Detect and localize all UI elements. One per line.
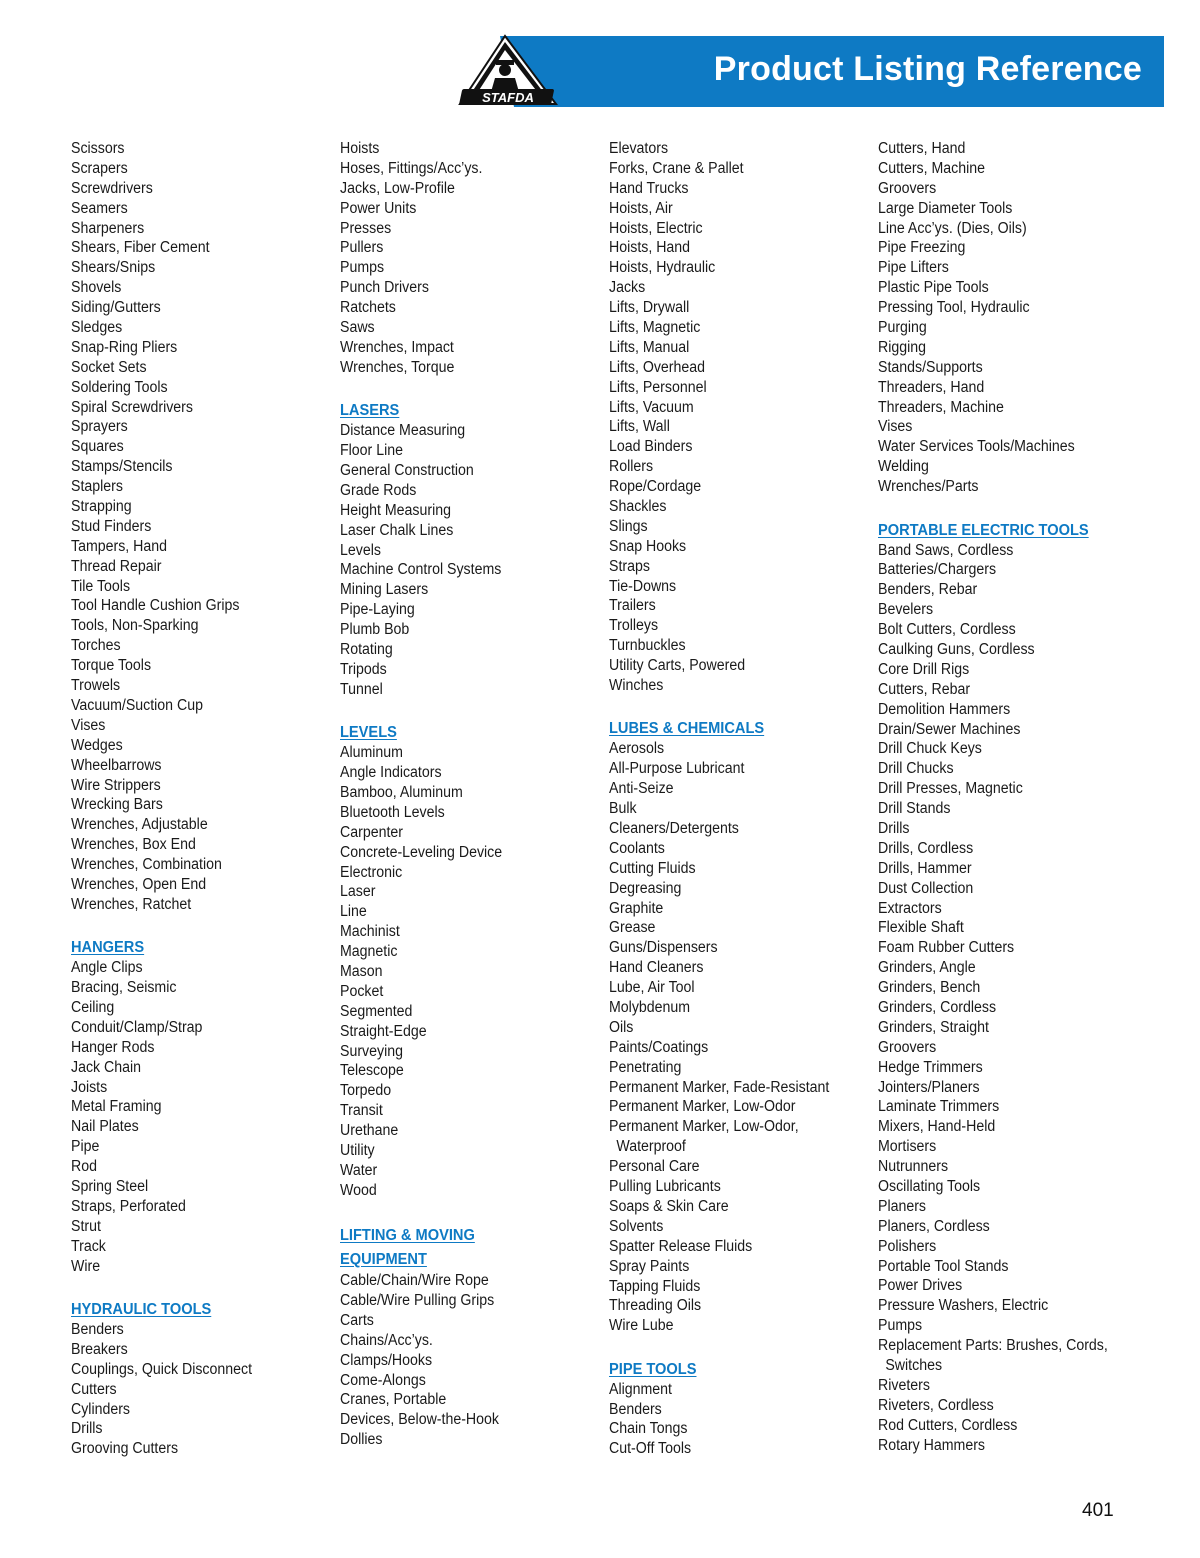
list-item: Paints/Coatings [609, 1038, 709, 1056]
list-item: Carts [340, 1311, 374, 1329]
list-item: Cutters, Hand [878, 140, 966, 157]
list-item: Segmented [340, 1002, 413, 1020]
list-item: Wood [340, 1181, 377, 1199]
list-item: Water Services Tools/Machines [878, 438, 1075, 456]
list-item: Portable Tool Stands [878, 1257, 1009, 1275]
list-item: Cutting Fluids [609, 859, 696, 877]
list-item: Oils [609, 1018, 634, 1036]
list-item: Scrapers [71, 159, 128, 177]
list-item: Telescope [340, 1062, 404, 1080]
list-item: Line [340, 903, 367, 921]
list-item: Pressure Washers, Electric [878, 1297, 1049, 1315]
list-item: Band Saws, Cordless [878, 541, 1014, 559]
list-item: Devices, Below-the-Hook [340, 1411, 499, 1429]
list-item: Mortisers [878, 1138, 937, 1156]
list-item: Cutters, Machine [878, 159, 986, 177]
list-item: Drill Chucks [878, 760, 954, 778]
list-item: Mixers, Hand-Held [878, 1118, 996, 1136]
list-item: Cranes, Portable [340, 1391, 447, 1409]
list-item: Seamers [71, 199, 128, 217]
list-item: Rotary Hammers [878, 1436, 986, 1454]
listing-column-4 [878, 139, 1148, 1456]
list-item: Vacuum/Suction Cup [71, 696, 203, 714]
list-item: Alignment [609, 1380, 672, 1398]
list-item: Permanent Marker, Low-Odor, Waterproof [609, 1118, 799, 1156]
list-item: Wrenches, Torque [340, 358, 455, 376]
list-item: Laser [340, 883, 376, 901]
list-item: Bamboo, Aluminum [340, 783, 463, 801]
list-item: Aluminum [340, 744, 403, 762]
list-item: Staplers [71, 478, 123, 496]
list-item: Stud Finders [71, 517, 152, 535]
list-item: Chains/Acc’ys. [340, 1331, 433, 1349]
list-item: Slings [609, 517, 648, 535]
list-item: Pipe-Laying [340, 601, 415, 619]
list-item: Hoists, Hand [609, 239, 691, 257]
list-item: Pullers [340, 239, 384, 257]
list-item: Metal Framing [71, 1098, 162, 1116]
list-item: Tapping Fluids [609, 1277, 701, 1295]
page-number: 401 [1082, 1500, 1114, 1521]
list-item: Threaders, Hand [878, 378, 985, 396]
list-item: Pressing Tool, Hydraulic [878, 299, 1030, 317]
list-item: Straps, Perforated [71, 1197, 186, 1215]
list-item: Rigging [878, 338, 927, 356]
list-item: Clamps/Hooks [340, 1351, 433, 1369]
list-item: Dollies [340, 1431, 383, 1449]
list-item: Elevators [609, 140, 669, 157]
list-item: Strapping [71, 498, 132, 516]
section-heading[interactable]: LIFTING & MOVING EQUIPMENT [340, 1227, 475, 1268]
list-item: Line Acc’ys. (Dies, Oils) [878, 219, 1027, 237]
list-item: Spring Steel [71, 1178, 149, 1196]
list-item: Jacks [609, 279, 646, 297]
list-item: Mason [340, 962, 383, 980]
section-heading[interactable]: PIPE TOOLS [609, 1360, 697, 1378]
list-item: Urethane [340, 1122, 399, 1140]
list-item: Ceiling [71, 999, 115, 1017]
list-item: Magnetic [340, 943, 398, 961]
list-item: Bevelers [878, 601, 934, 619]
list-item: Pipe Freezing [878, 239, 966, 257]
list-item: Trowels [71, 677, 121, 695]
list-item: Shackles [609, 498, 667, 516]
list-item: Wrecking Bars [71, 796, 163, 814]
list-item: Personal Care [609, 1158, 700, 1176]
list-item: Shears/Snips [71, 259, 156, 277]
list-item: Trailers [609, 597, 656, 615]
list-item: Batteries/Chargers [878, 561, 997, 579]
list-item: Siding/Gutters [71, 299, 161, 317]
list-item: Grooving Cutters [71, 1440, 179, 1458]
list-item: General Construction [340, 461, 474, 479]
list-item: Couplings, Quick Disconnect [71, 1360, 253, 1378]
listing-column-1 [71, 139, 331, 1459]
list-item: Stamps/Stencils [71, 458, 173, 476]
list-item: Rotating [340, 640, 393, 658]
list-item: Polishers [878, 1237, 937, 1255]
list-item: Conduit/Clamp/Strap [71, 1018, 203, 1036]
list-item: Squares [71, 438, 124, 456]
section-heading[interactable]: LEVELS [340, 724, 397, 742]
list-item: Straps [609, 557, 650, 575]
list-item: Coolants [609, 839, 665, 857]
list-item: Molybdenum [609, 999, 691, 1017]
list-item: Rod [71, 1158, 97, 1176]
list-item: Extractors [878, 899, 942, 917]
list-item: Surveying [340, 1042, 403, 1060]
list-item: Threading Oils [609, 1297, 702, 1315]
list-item: Wheelbarrows [71, 756, 162, 774]
list-item: Drills, Hammer [878, 859, 972, 877]
list-item: Utility Carts, Powered [609, 657, 746, 675]
list-item: Socket Sets [71, 358, 147, 376]
list-item: Distance Measuring [340, 422, 466, 440]
list-item: Spray Paints [609, 1257, 690, 1275]
list-item: Groovers [878, 179, 937, 197]
list-item: Rod Cutters, Cordless [878, 1416, 1018, 1434]
list-item: Rope/Cordage [609, 478, 702, 496]
list-item: Plastic Pipe Tools [878, 279, 989, 297]
list-item: Wrenches, Combination [71, 856, 222, 874]
list-item: Saws [340, 319, 375, 337]
list-item: Vises [878, 418, 913, 436]
list-item: Bluetooth Levels [340, 803, 445, 821]
list-item: Lifts, Drywall [609, 299, 690, 317]
listing-column-3 [609, 139, 869, 1459]
section-heading[interactable]: HYDRAULIC TOOLS [71, 1300, 212, 1318]
list-item: Lifts, Magnetic [609, 319, 701, 337]
list-item: Pulling Lubricants [609, 1178, 721, 1196]
list-item: Soaps & Skin Care [609, 1197, 729, 1215]
list-item: Load Binders [609, 438, 693, 456]
list-item: Lifts, Wall [609, 418, 670, 436]
list-item: Pipe Lifters [878, 259, 949, 277]
list-item: Grease [609, 919, 656, 937]
list-item: Permanent Marker, Fade-Resistant [609, 1078, 830, 1096]
list-item: Wire Lube [609, 1317, 674, 1335]
list-item: Caulking Guns, Cordless [878, 640, 1035, 658]
list-item: Winches [609, 677, 664, 695]
list-item: Electronic [340, 863, 403, 881]
list-item: Drain/Sewer Machines [878, 720, 1021, 738]
list-item: Machine Control Systems [340, 561, 502, 579]
list-item: Drills [878, 820, 910, 837]
list-item: Threaders, Machine [878, 398, 1004, 416]
section-heading[interactable]: HANGERS [71, 939, 145, 957]
list-item: Lifts, Vacuum [609, 398, 694, 416]
list-item: Tampers, Hand [71, 537, 168, 555]
list-item: Benders [609, 1400, 662, 1418]
list-item: Lifts, Personnel [609, 378, 707, 396]
list-item: Flexible Shaft [878, 919, 964, 937]
list-item: Sharpeners [71, 219, 145, 237]
list-item: Punch Drivers [340, 279, 429, 297]
list-item: Strut [71, 1217, 101, 1235]
list-item: Torque Tools [71, 657, 152, 675]
list-item: Drill Stands [878, 800, 951, 818]
list-item: Hoists [340, 140, 380, 157]
list-item: Wedges [71, 736, 123, 754]
list-item: All-Purpose Lubricant [609, 760, 745, 778]
list-item: Hoses, Fittings/Acc’ys. [340, 159, 483, 177]
section-heading[interactable]: LASERS [340, 402, 400, 420]
list-item: Tunnel [340, 680, 383, 698]
list-item: Jointers/Planers [878, 1078, 980, 1096]
list-item: Riveters [878, 1376, 930, 1394]
list-item: Bolt Cutters, Cordless [878, 621, 1016, 639]
list-item: Levels [340, 541, 381, 559]
list-item: Hoists, Electric [609, 219, 703, 237]
listing-column-2 [340, 139, 600, 1450]
list-item: Hoists, Hydraulic [609, 259, 716, 277]
list-item: Transit [340, 1102, 383, 1120]
list-item: Presses [340, 219, 392, 237]
list-item: Bracing, Seismic [71, 979, 177, 997]
list-item: Hedge Trimmers [878, 1058, 983, 1076]
list-item: Spatter Release Fluids [609, 1237, 753, 1255]
section-heading[interactable]: LUBES & CHEMICALS [609, 720, 765, 738]
list-item: Drills [71, 1420, 103, 1438]
list-item: Wrenches/Parts [878, 478, 979, 496]
list-item: Drills, Cordless [878, 839, 974, 857]
list-item: Drill Chuck Keys [878, 740, 982, 758]
list-item: Wrenches, Box End [71, 836, 196, 854]
list-item: Grinders, Straight [878, 1018, 989, 1036]
list-item: Demolition Hammers [878, 700, 1011, 718]
list-item: Large Diameter Tools [878, 199, 1013, 217]
list-item: Stands/Supports [878, 358, 983, 376]
list-item: Rollers [609, 458, 654, 476]
list-item: Mining Lasers [340, 581, 429, 599]
stafda-logo [458, 34, 558, 110]
list-item: Jack Chain [71, 1058, 142, 1076]
list-item: Cutters, Rebar [878, 680, 971, 698]
list-item: Pipe [71, 1138, 100, 1156]
list-item: Replacement Parts: Brushes, Cords, Switches [878, 1337, 1108, 1375]
list-item: Scissors [71, 140, 125, 157]
list-item: Soldering Tools [71, 378, 168, 396]
list-item: Hoists, Air [609, 199, 673, 217]
list-item: Power Drives [878, 1277, 963, 1295]
list-item: Graphite [609, 899, 664, 917]
list-item: Grinders, Bench [878, 979, 981, 997]
list-item: Angle Clips [71, 959, 143, 977]
list-item: Degreasing [609, 879, 682, 897]
list-item: Utility [340, 1141, 375, 1159]
list-item: Screwdrivers [71, 179, 153, 197]
list-item: Wire [71, 1257, 101, 1275]
list-item: Spiral Screwdrivers [71, 398, 193, 416]
list-item: Laminate Trimmers [878, 1098, 1000, 1116]
list-item: Pumps [340, 259, 385, 277]
list-item: Shovels [71, 279, 122, 297]
list-item: Aerosols [609, 740, 665, 758]
list-item: Power Units [340, 199, 417, 217]
list-item: Jacks, Low-Profile [340, 179, 455, 197]
list-item: Snap Hooks [609, 537, 687, 555]
list-item: Benders, Rebar [878, 581, 978, 599]
list-item: Straight-Edge [340, 1022, 427, 1040]
list-item: Hand Trucks [609, 179, 689, 197]
list-item: Wire Strippers [71, 776, 161, 794]
list-item: Shears, Fiber Cement [71, 239, 210, 257]
list-item: Tile Tools [71, 577, 131, 595]
list-item: Turnbuckles [609, 637, 686, 655]
list-item: Torches [71, 637, 121, 655]
list-item: Guns/Dispensers [609, 939, 718, 957]
list-item: Laser Chalk Lines [340, 521, 454, 539]
logo-wordmark: STAFDA [482, 90, 534, 105]
list-item: Wrenches, Open End [71, 875, 207, 893]
list-item: Joists [71, 1078, 108, 1096]
list-item: Plumb Bob [340, 621, 410, 639]
list-item: Torpedo [340, 1082, 392, 1100]
list-item: Planers [878, 1197, 927, 1215]
page-title: Product Listing Reference [713, 50, 1142, 88]
list-item: Ratchets [340, 299, 396, 317]
list-item: Lifts, Manual [609, 338, 690, 356]
list-item: Water [340, 1161, 378, 1179]
list-item: Sledges [71, 319, 123, 337]
list-item: Welding [878, 458, 929, 476]
list-item: Riveters, Cordless [878, 1396, 994, 1414]
list-item: Cylinders [71, 1400, 131, 1418]
list-item: Foam Rubber Cutters [878, 939, 1015, 957]
list-item: Pumps [878, 1317, 923, 1335]
list-item: Machinist [340, 923, 400, 941]
list-item: Nutrunners [878, 1158, 949, 1176]
list-item: Anti-Seize [609, 780, 674, 798]
list-item: Tool Handle Cushion Grips [71, 597, 240, 615]
list-item: Tools, Non-Sparking [71, 617, 199, 635]
list-item: Nail Plates [71, 1118, 139, 1136]
list-item: Grinders, Cordless [878, 999, 997, 1017]
list-item: Wrenches, Adjustable [71, 816, 208, 834]
list-item: Grinders, Angle [878, 959, 976, 977]
list-item: Dust Collection [878, 879, 974, 897]
list-item: Cable/Chain/Wire Rope [340, 1272, 489, 1290]
list-item: Tripods [340, 660, 387, 678]
list-item: Oscillating Tools [878, 1178, 981, 1196]
list-item: Cable/Wire Pulling Grips [340, 1292, 495, 1310]
list-item: Hand Cleaners [609, 959, 704, 977]
list-item: Hanger Rods [71, 1038, 155, 1056]
list-item: Height Measuring [340, 501, 451, 519]
list-item: Lifts, Overhead [609, 358, 706, 376]
list-item: Tie-Downs [609, 577, 677, 595]
list-item: Wrenches, Ratchet [71, 895, 192, 913]
list-item: Sprayers [71, 418, 128, 436]
list-item: Benders [71, 1320, 124, 1338]
list-item: Drill Presses, Magnetic [878, 780, 1023, 798]
list-item: Purging [878, 319, 927, 337]
list-item: Snap-Ring Pliers [71, 338, 178, 356]
list-item: Grade Rods [340, 481, 417, 499]
list-item: Come-Alongs [340, 1371, 426, 1389]
list-item: Groovers [878, 1038, 937, 1056]
list-item: Forks, Crane & Pallet [609, 159, 744, 177]
list-item: Penetrating [609, 1058, 682, 1076]
list-item: Floor Line [340, 442, 403, 460]
list-item: Lube, Air Tool [609, 979, 695, 997]
list-item: Wrenches, Impact [340, 338, 454, 356]
list-item: Thread Repair [71, 557, 162, 575]
list-item: Vises [71, 716, 106, 734]
list-item: Chain Tongs [609, 1420, 688, 1438]
list-item: Trolleys [609, 617, 659, 635]
list-item: Carpenter [340, 823, 403, 841]
header-banner [514, 36, 1164, 107]
list-item: Bulk [609, 800, 637, 818]
section-heading[interactable]: PORTABLE ELECTRIC TOOLS [878, 521, 1089, 539]
list-item: Track [71, 1237, 106, 1255]
list-item: Cleaners/Detergents [609, 820, 739, 837]
list-item: Breakers [71, 1340, 128, 1358]
list-item: Concrete-Leveling Device [340, 843, 503, 861]
list-item: Angle Indicators [340, 764, 442, 782]
list-item: Core Drill Rigs [878, 660, 970, 678]
list-item: Cutters [71, 1380, 117, 1398]
list-item: Solvents [609, 1217, 664, 1235]
list-item: Cut-Off Tools [609, 1440, 692, 1458]
list-item: Planers, Cordless [878, 1217, 990, 1235]
list-item: Pocket [340, 982, 384, 1000]
list-item: Permanent Marker, Low-Odor [609, 1098, 796, 1116]
